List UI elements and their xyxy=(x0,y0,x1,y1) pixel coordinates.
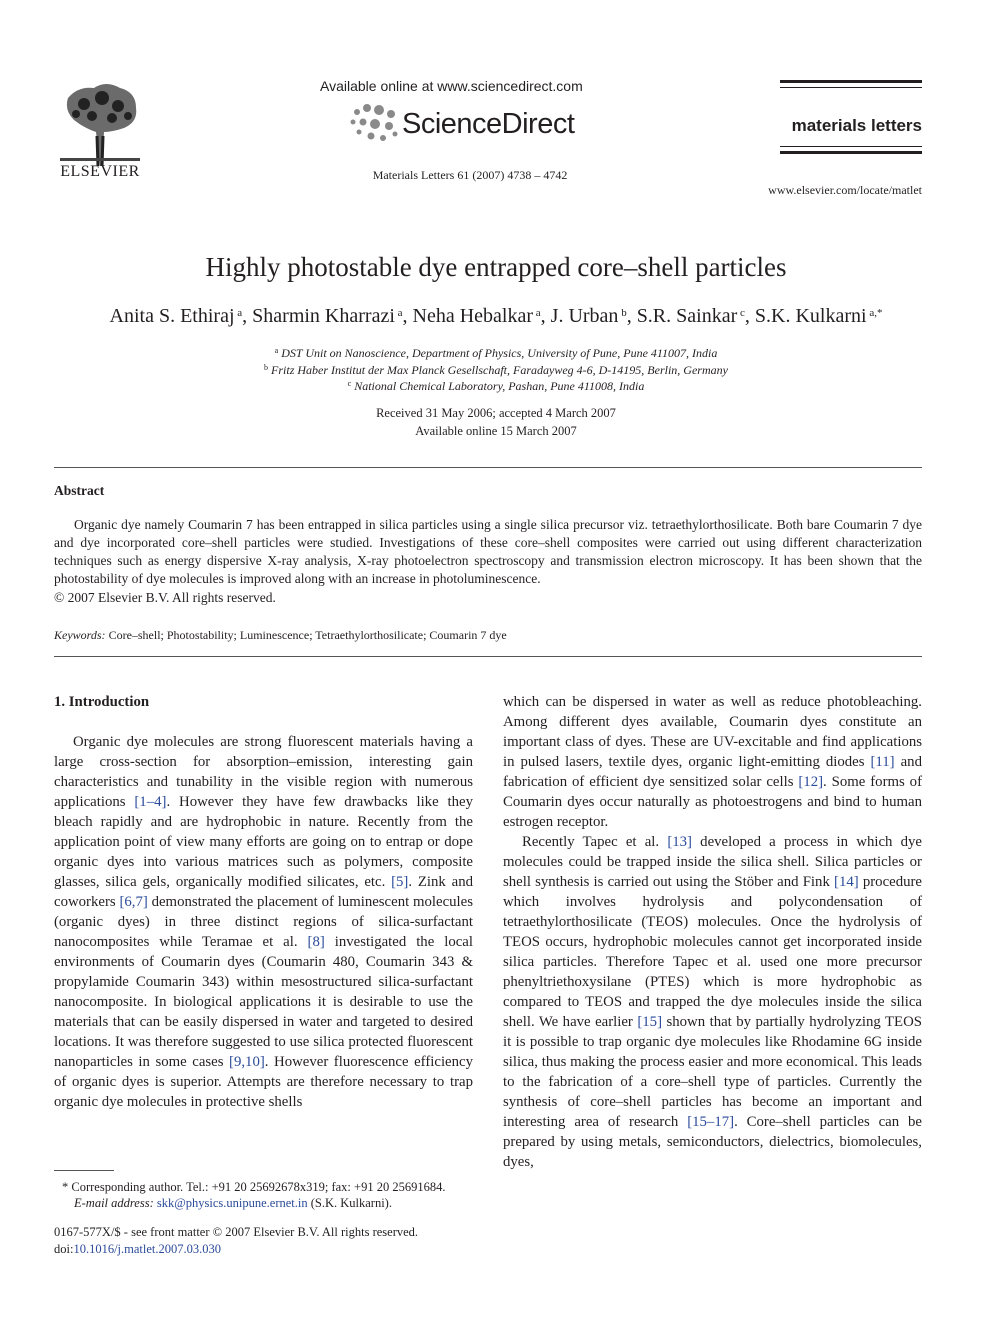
footnote-rule xyxy=(54,1170,114,1171)
affiliation-marker: a xyxy=(274,346,279,355)
author-affiliation-marker: c xyxy=(737,307,745,319)
keywords xyxy=(54,628,922,643)
divider xyxy=(54,656,922,657)
author-affiliation-marker: a,* xyxy=(866,307,883,319)
citation-link[interactable]: [8] xyxy=(307,934,325,950)
email-link[interactable]: skk@physics.unipune.ernet.in xyxy=(156,1196,308,1210)
section-heading: 1. Introduction xyxy=(54,694,150,710)
sciencedirect-wordmark: ScienceDirect xyxy=(402,108,575,140)
citation-link[interactable]: [15] xyxy=(637,1014,662,1030)
email-label: E-mail address: xyxy=(74,1196,154,1210)
affiliation-marker: b xyxy=(264,363,269,372)
available-online-link[interactable]: Available online at www.sciencedirect.com xyxy=(320,78,583,94)
citation-link[interactable]: [13] xyxy=(667,834,692,850)
intro-paragraph-1 xyxy=(54,732,473,1112)
article-title: Highly photostable dye entrapped core–shell particles xyxy=(205,252,787,282)
affiliation-a xyxy=(0,346,992,361)
intro-paragraph-2 xyxy=(503,832,922,1172)
citation-link[interactable]: [12] xyxy=(798,774,824,790)
journal-citation: Materials Letters 61 (2007) 4738 – 4742 xyxy=(372,168,568,182)
keywords-label: Keywords: xyxy=(54,628,106,642)
affiliation-text: Fritz Haber Institut der Max Planck Gesellschaft, Faradayweg 4-6, D-14195, Berlin, Germany xyxy=(271,363,728,377)
author-affiliation-marker: b xyxy=(618,307,627,319)
email-suffix: (S.K. Kulkarni). xyxy=(310,1196,392,1210)
body-text: which can be dispersed in water as well as reduce photobleaching. Among different dyes available, Coumarin dyes constitute an important class of dyes. These are UV-excitable and find applications in pulsed lasers, textile dyes, organic light-emitting diodes xyxy=(503,694,922,770)
body-text: . Core–shell particles can be prepared by using metals, semiconductors, dielectrics, biomolecules, dyes, xyxy=(503,1114,922,1170)
affiliation-c xyxy=(0,379,992,394)
author-name: J. Urban xyxy=(550,305,619,327)
citation-link[interactable]: [5] xyxy=(391,874,409,890)
author-name: S.R. Sainkar xyxy=(636,305,738,327)
body-text: procedure which involves hydrolysis and polycondensation of tetraethylorthosilicate (TEOS) molecules. Once the hydrolysis of TEOS occurs, hydrophobic molecules cannot get incorporated inside silica particles. Therefore Tapec et al. used one more precursor phenyltriethoxysilane (PTES) which is more hydrophobic as compared to TEOS and trapped the dye molecules inside the silica shell. We have earlier xyxy=(503,874,922,1030)
doi-link[interactable]: 10.1016/j.matlet.2007.03.030 xyxy=(73,1242,222,1256)
body-text: . However fluorescence efficiency of organic dyes is superior. Attempts are therefore necessary to trap organic dye molecules in protective shells xyxy=(54,1054,473,1110)
affiliation-marker: c xyxy=(347,379,352,388)
journal-name: materials letters xyxy=(791,116,922,135)
intro-paragraph-1-continued xyxy=(503,692,922,832)
body-text: investigated the local environments of Coumarin dyes (Coumarin 480, Coumarin 343 & propylamide Coumarin 343) within mesostructured silica-surfactant nanocomposite. In biological applications it is desirable to use the materials that can be easily dispersed in water and targeted to desired locations. It was therefore suggested to use silica protected fluorescent nanoparticles in some cases xyxy=(54,934,473,1070)
author-name: Sharmin Kharrazi xyxy=(252,305,395,327)
citation-link[interactable]: [15–17] xyxy=(687,1114,735,1130)
body-text: demonstrated the placement of luminescent molecules (organic dyes) in three distinct regions of silica-surfactant nanocomposites while Teramae et al. xyxy=(54,894,473,950)
journal-url-link[interactable]: www.elsevier.com/locate/matlet xyxy=(768,183,922,197)
body-text: Recently Tapec et al. xyxy=(522,834,668,850)
affiliation-b xyxy=(0,363,992,378)
body-text: . Some forms of Coumarin dyes occur naturally as photoestrogens and bind to human estrogen receptor. xyxy=(503,774,922,830)
affiliation-text: National Chemical Laboratory, Pashan, Pune 411008, India xyxy=(354,379,645,393)
citation-link[interactable]: [14] xyxy=(834,874,859,890)
right-column xyxy=(503,692,922,1172)
keywords-text: Core–shell; Photostability; Luminescence; Tetraethylorthosilicate; Coumarin 7 dye xyxy=(108,628,507,642)
author-name: Neha Hebalkar xyxy=(412,305,534,327)
left-column xyxy=(54,692,473,1112)
author-affiliation-marker: a xyxy=(533,307,541,319)
body-text: Organic dye molecules are strong fluorescent materials having a large cross-section for absorption–emission, interesting gain characteristics and tunability in the visible region with numerous applications xyxy=(54,734,473,810)
citation-link[interactable]: [9,10] xyxy=(229,1054,265,1070)
corresponding-footnote: * Corresponding author. Tel.: +91 20 25692678x319; fax: +91 20 25691684. E-mail address: skk@physics.unipune.ernet.in (S.K. Kulkarni). xyxy=(62,1180,446,1210)
abstract-text: Organic dye namely Coumarin 7 has been entrapped in silica particles using a single silica precursor viz. tetraethylorthosilicate. Both bare Coumarin 7 dye and dye incorporated core–shell particles were studied. Investigations of these core–shell composites were carried out using different characterization techniques such as energy dispersive X-ray analysis, X-ray photoelectron spectroscopy and transmission electron microscopy. It has been shown that the photostability of dye molecules is improved along with an increase in photoluminescence. xyxy=(54,517,922,586)
author-list: Anita S. Ethiraj $^a$, Sharmin Kharrazi $^a$, Neha Hebalkar $^a$, J. Urban $^b$, S.R. Sainkar $^c$, S.K. Kulkarni $^{a,*}$ xyxy=(109,305,883,327)
author-affiliation-marker: a xyxy=(234,307,243,319)
body-text: shown that by partially hydrolyzing TEOS it is possible to trap organic dye molecules like Rhodamine 6G inside silica, thus making the process easier and more economical. This leads to the fabrication of a core–shell type of particles. Currently the synthesis of core–shell particles has become an important and interesting area of research xyxy=(503,1014,922,1130)
issn-line: 0167-577X/$ - see front matter © 2007 Elsevier B.V. All rights reserved. xyxy=(54,1225,419,1239)
citation-link[interactable]: [1–4] xyxy=(134,794,167,810)
citation-link[interactable]: [6,7] xyxy=(119,894,148,910)
affiliation-text: DST Unit on Nanoscience, Department of Physics, University of Pune, Pune 411007, India xyxy=(281,346,718,360)
body-text: . Zink and coworkers xyxy=(54,874,473,910)
doi-label: doi: xyxy=(54,1242,74,1256)
citation-link[interactable]: [11] xyxy=(870,754,895,770)
divider xyxy=(54,467,922,468)
journal-top-rules xyxy=(780,80,922,88)
corresponding-author-text: Corresponding author. Tel.: +91 20 25692678x319; fax: +91 20 25691684. xyxy=(71,1180,446,1194)
online-date: Available online 15 March 2007 xyxy=(415,424,577,438)
journal-bottom-rules xyxy=(780,146,922,154)
author-name: Anita S. Ethiraj xyxy=(109,305,235,327)
body-text: and fabrication of efficient dye sensitized solar cells xyxy=(503,754,922,790)
abstract-heading: Abstract xyxy=(54,483,105,498)
received-date: Received 31 May 2006; accepted 4 March 2007 xyxy=(376,406,616,420)
body-text: . However they have few drawbacks like they bleach rapidly and are hydrophobic in nature. Recently from the application point of view many efforts are going on to entrap or dope organic dyes into various matrices such as polymers, composite glasses, silica gels, organically modified silicates, etc. xyxy=(54,794,473,890)
front-matter xyxy=(54,1224,473,1258)
elsevier-wordmark: ELSEVIER xyxy=(60,163,140,180)
author-name: S.K. Kulkarni xyxy=(754,305,867,327)
body-text: developed a process in which dye molecules could be trapped inside the silica shell. Silica particles or shell synthesis is carried out using the Stöber and Fink xyxy=(503,834,922,890)
abstract-copyright: © 2007 Elsevier B.V. All rights reserved. xyxy=(54,590,276,605)
author-affiliation-marker: a xyxy=(394,307,403,319)
elsevier-tree-logo-icon xyxy=(54,80,146,168)
